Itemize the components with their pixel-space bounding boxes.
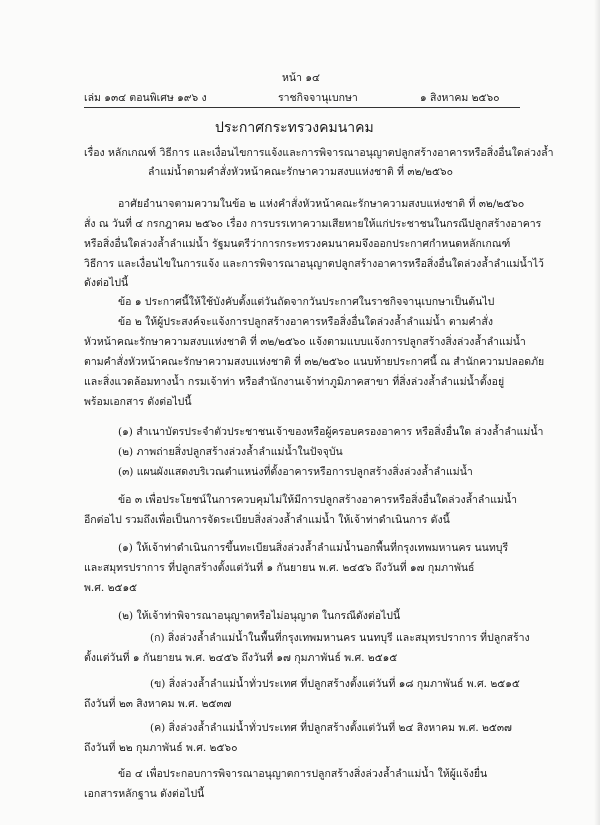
document-item: (๒) ภาพถ่ายสิ่งปลูกสร้างล่วงล้ำลำแม่น้ำในปัจจุบัน (118, 446, 343, 458)
preamble-line: ดังต่อไปนี้ (84, 277, 129, 289)
volume-info: เล่ม ๑๓๔ ตอนพิเศษ ๑๙๖ ง (84, 92, 207, 104)
clause-2-line: และสิ่งแวดล้อมทางน้ำ กรมเจ้าท่า หรือสำนักงานเจ้าท่าภูมิภาคสาขา ที่สิ่งล่วงล้ำลำแม่น้ำตั้งอยู่ (84, 376, 505, 388)
page-number: หน้า ๑๔ (282, 72, 320, 84)
clause-3-line: อีกต่อไป รวมถึงเพื่อเป็นการจัดระเบียบสิ่งล่วงล้ำลำแม่น้ำ ให้เจ้าท่าดำเนินการ ดังนี้ (84, 514, 450, 526)
sub-item-b: ถึงวันที่ ๒๓ สิงหาคม พ.ศ. ๒๕๓๗ (84, 698, 232, 710)
scan-edge (594, 0, 600, 825)
clause-3-item-1: (๑) ให้เจ้าท่าดำเนินการขึ้นทะเบียนสิ่งล่วงล้ำลำแม่น้ำนอกพื้นที่กรุงเทพมหานคร นนทบุรี (118, 542, 509, 554)
preamble-line: อาศัยอำนาจตามความในข้อ ๒ แห่งคำสั่งหัวหน้าคณะรักษาความสงบแห่งชาติ ที่ ๓๒/๒๕๖๐ (118, 198, 525, 210)
clause-3-item-1: พ.ศ. ๒๕๑๕ (84, 582, 138, 594)
sub-item-b: (ข) สิ่งล่วงล้ำลำแม่น้ำทั่วประเทศ ที่ปลูกสร้างตั้งแต่วันที่ ๑๘ กุมภาพันธ์ พ.ศ. ๒๕๑๕ (150, 678, 520, 690)
sub-item-c: ถึงวันที่ ๒๒ กุมภาพันธ์ พ.ศ. ๒๕๖๐ (84, 742, 238, 754)
preamble-line: สั่ง ณ วันที่ ๔ กรกฎาคม ๒๕๖๐ เรื่อง การบรรเทาความเสียหายให้แก่ประชาชนในกรณีปลูกสร้างอาคาร (84, 218, 542, 230)
document-item: (๓) แผนผังแสดงบริเวณตำแหน่งที่ตั้งอาคารหรือการปลูกสร้างสิ่งล่วงล้ำลำแม่น้ำ (118, 466, 473, 478)
sub-item-c: (ค) สิ่งล่วงล้ำลำแม่น้ำทั่วประเทศ ที่ปลูกสร้างตั้งแต่วันที่ ๒๔ สิงหาคม พ.ศ. ๒๕๓๗ (150, 722, 512, 734)
sub-item-a: ตั้งแต่วันที่ ๑ กันยายน พ.ศ. ๒๔๕๖ ถึงวันที่ ๑๗ กุมภาพันธ์ พ.ศ. ๒๕๑๕ (84, 652, 398, 664)
preamble-line: หรือสิ่งอื่นใดล่วงล้ำลำแม่น้ำ รัฐมนตรีว่าการกระทรวงคมนาคมจึงออกประกาศกำหนดหลักเกณฑ์ (84, 238, 511, 250)
clause-3-line: ข้อ ๓ เพื่อประโยชน์ในการควบคุมไม่ให้มีการปลูกสร้างอาคารหรือสิ่งอื่นใดล่วงล้ำลำแม่น้ำ (118, 494, 517, 506)
clause-2-line: ตามคำสั่งหัวหน้าคณะรักษาความสงบแห่งชาติ ที่ ๓๒/๒๕๖๐ แนบท้ายประกาศนี้ ณ สำนักความปลอดภัย (84, 356, 545, 368)
publish-date: ๑ สิงหาคม ๒๕๖๐ (420, 92, 500, 104)
preamble-line: วิธีการ และเงื่อนไขในการแจ้ง และการพิจารณาอนุญาตปลูกสร้างอาคารหรือสิ่งอื่นใดล่วงล้ำลำแม่น้ำไว้ (84, 258, 544, 270)
subject-line: ลำแม่น้ำตามคำสั่งหัวหน้าคณะรักษาความสงบแห่งชาติ ที่ ๓๒/๒๕๖๐ (148, 166, 453, 178)
clause-2-line: ข้อ ๒ ให้ผู้ประสงค์จะแจ้งการปลูกสร้างอาคารหรือสิ่งอื่นใดล่วงล้ำลำแม่น้ำ ตามคำสั่ง (118, 316, 493, 328)
clause-2-line: หัวหน้าคณะรักษาความสงบแห่งชาติ ที่ ๓๒/๒๕๖๐ แจ้งตามแบบแจ้งการปลูกสร้างสิ่งล่วงล้ำลำแม่น้ำ (84, 336, 526, 348)
sub-item-a: (ก) สิ่งล่วงล้ำลำแม่น้ำในพื้นที่กรุงเทพมหานคร นนทบุรี และสมุทรปราการ ที่ปลูกสร้าง (150, 632, 530, 644)
clause-4-line: ข้อ ๔ เพื่อประกอบการพิจารณาอนุญาตการปลูกสร้างสิ่งล่วงล้ำลำแม่น้ำ ให้ผู้แจ้งยื่น (118, 768, 488, 780)
clause-3-item-2: (๒) ให้เจ้าท่าพิจารณาอนุญาตหรือไม่อนุญาต ในกรณีดังต่อไปนี้ (118, 610, 401, 622)
clause-1: ข้อ ๑ ประกาศนี้ให้ใช้บังคับตั้งแต่วันถัดจากวันประกาศในราชกิจจานุเบกษาเป็นต้นไป (118, 296, 495, 308)
document-title: ประกาศกระทรวงคมนาคม (215, 120, 374, 136)
clause-2-line: พร้อมเอกสาร ดังต่อไปนี้ (84, 396, 192, 408)
subject-line: เรื่อง หลักเกณฑ์ วิธีการ และเงื่อนไขการแจ้งและการพิจารณาอนุญาตปลูกสร้างอาคารหรือสิ่งอื่นใดล่วงล้ำ (84, 147, 554, 159)
document-item: (๑) สำเนาบัตรประจำตัวประชาชนเจ้าของหรือผู้ครอบครองอาคาร หรือสิ่งอื่นใด ล่วงล้ำลำแม่น้ำ (118, 426, 544, 438)
clause-3-item-1: และสมุทรปราการ ที่ปลูกสร้างตั้งแต่วันที่ ๑ กันยายน พ.ศ. ๒๔๕๖ ถึงวันที่ ๑๗ กุมภาพันธ์ (84, 562, 475, 574)
clause-4-line: เอกสารหลักฐาน ดังต่อไปนี้ (84, 788, 205, 800)
header-rule (84, 107, 520, 108)
gazette-name: ราชกิจจานุเบกษา (278, 92, 358, 104)
